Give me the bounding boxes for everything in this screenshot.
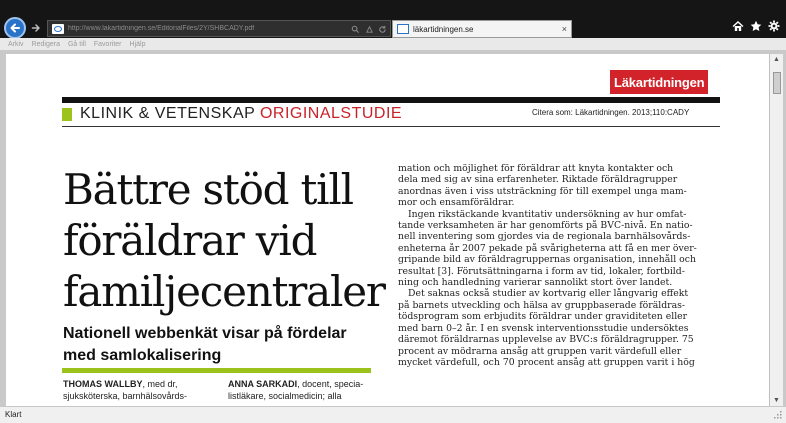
article-title [63,164,383,317]
section-heading [80,105,402,123]
body-line: ning och handledning varierar sannolikt stort över landet. [398,277,673,289]
body-line: dela med sig av sina erfarenheter. Riktade föräldragrupper [398,174,678,186]
status-text: Klart [5,410,22,419]
compatibility-icon[interactable] [364,23,374,35]
body-line: däremot föräldrarnas upplevelse av BVC:s föräldragrupper. 75 [398,334,694,346]
author-affiliation: sjuksköterska, barnhälsovårds- [63,391,188,401]
browser-tab[interactable] [392,20,572,38]
star-icon[interactable] [750,20,762,32]
body-line: på barnets utveckling och hälsa av gruppbaserade föräldras- [398,299,686,311]
author-affiliation: , med dr, [142,379,178,389]
body-line: tande verksamheten är har genomförts på BVC-nivå. En natio- [398,220,693,232]
menu-bar [0,38,786,50]
author-name: THOMAS WALLBY [63,379,143,389]
author-block [228,378,363,402]
back-arrow-icon [9,22,21,34]
body-line: Det saknas också studier av kortvarig eller långvarig effekt [408,288,689,300]
body-line: resultat [3]. Förutsättningarna i form av tid, lokaler, fortbild- [398,265,685,277]
address-bar[interactable] [47,20,391,37]
body-line: gripande bild av föräldragruppernas organisation, innehåll och [398,254,696,266]
forward-button[interactable] [30,22,42,34]
author-affiliation: listläkare, socialmedicin; alla [228,391,342,401]
tab-close-icon[interactable]: × [561,24,567,34]
subtitle-line: Nationell webbenkät visar på fördelar [63,325,347,342]
body-line: mation och möjlighet för föräldrar att knyta kontakter och [398,163,674,174]
citation: Citera som: Läkartidningen. 2013;110:CADY [532,108,690,117]
menu-item-go[interactable]: Gå till [67,40,86,48]
search-dropdown-icon[interactable] [350,23,360,35]
scroll-thumb[interactable] [773,72,781,94]
section-type: ORIGINALSTUDIE [259,105,403,122]
body-line: Ingen rikstäckande kvantitativ undersökning av hur omfat- [408,208,687,220]
vertical-scrollbar[interactable] [769,54,783,406]
body-line: tödsprogram som erbjudits föräldrar under graviditeten eller [398,311,688,323]
status-bar [0,406,786,423]
authors-rule [62,368,371,373]
body-line: mor och ensamföräldrar. [398,197,515,209]
refresh-icon[interactable] [377,23,387,35]
scroll-up-icon[interactable]: ▲ [773,56,780,63]
address-url: http://www.lakartidningen.se/EditorialFiles/2Y/SHBCADY.pdf [68,25,255,32]
body-line: nell inventering som gjordes via de regionala barnhälsovårds- [398,231,691,243]
section-divider [62,126,720,127]
back-button[interactable] [4,17,26,39]
resize-grip-icon[interactable] [774,411,782,419]
pdf-page [6,54,769,406]
body-line: mycket värdefull, och 70 procent ansåg att gruppen varit i hög [398,356,695,368]
author-affiliation: , docent, specia- [297,379,364,389]
tab-favicon-icon [397,24,409,34]
title-line: föräldrar vid [63,216,317,265]
title-line: Bättre stöd till [63,165,353,214]
body-line: enheterna år 2007 pekade på svårigheterna att få en mer över- [398,242,697,254]
scroll-down-icon[interactable]: ▼ [773,397,780,404]
article-subtitle [63,323,363,367]
menu-item-edit[interactable]: Redigera [31,40,60,48]
header-rule [62,97,720,103]
menu-item-file[interactable]: Arkiv [8,40,24,48]
browser-right-icons [732,20,780,32]
author-name: ANNA SARKADI [228,379,298,389]
title-line: familjecentraler [63,267,385,316]
body-line: med barn 0–2 år. I en svensk interventionsstudie undersöktes [398,322,689,334]
home-icon[interactable] [732,20,744,32]
body-line: anordnas även i viss utsträckning för till exempel unga mam- [398,185,687,197]
gear-icon[interactable] [768,20,780,32]
journal-logo: Läkartidningen [610,70,708,94]
browser-toolbar [0,0,786,38]
section-prefix: KLINIK & VETENSKAP [80,105,255,122]
article-body [398,163,716,368]
menu-item-favorites[interactable]: Favoriter [93,40,122,48]
forward-arrow-icon [31,23,41,33]
body-line: procent av mödrarna ansåg att gruppen varit värdefull eller [398,345,682,357]
site-favicon-icon [52,24,64,34]
subtitle-line: med samlokalisering [63,347,222,364]
document-viewer[interactable] [0,50,786,406]
author-block [63,378,187,402]
menu-item-help[interactable]: Hjälp [129,40,146,48]
tab-title: läkartidningen.se [413,24,474,34]
section-marker [62,108,72,121]
